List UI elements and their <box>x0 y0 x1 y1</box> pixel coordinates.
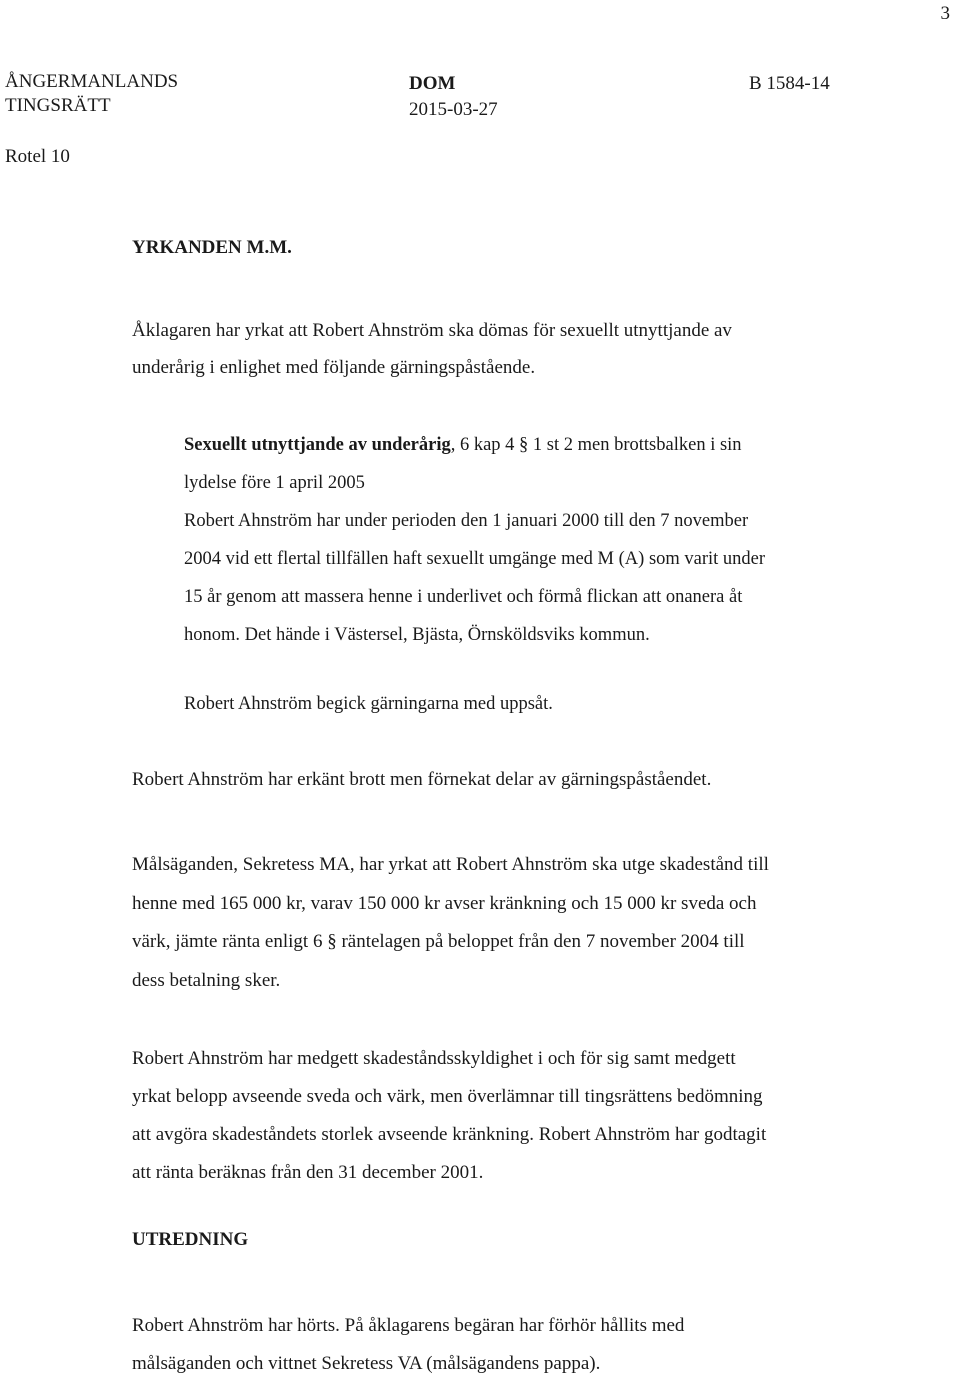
text-line: lydelse före 1 april 2005 <box>184 473 365 493</box>
claims-heading: YRKANDEN M.M. <box>132 237 292 258</box>
text-line: 2004 vid ett flertal tillfällen haft sexuellt umgänge med M (A) som varit under <box>184 549 766 569</box>
text-line: att ränta beräknas från den 31 december 2001. <box>132 1162 484 1183</box>
response-paragraph <box>132 1040 766 1192</box>
text-line: dess betalning sker. <box>132 969 281 991</box>
text-line: Robert Ahnström har under perioden den 1 januari 2000 till den 7 november <box>184 511 749 531</box>
charge-title-rest: , 6 kap 4 § 1 st 2 men brottsbalken i sin <box>450 435 742 455</box>
charge-block <box>184 426 765 654</box>
text-line: att avgöra skadeståndets storlek avseende kränkning. Robert Ahnström har godtagit <box>132 1124 767 1145</box>
text-line: underårig i enlighet med följande gärningspåstående. <box>132 357 536 378</box>
text-line: Målsäganden, Sekretess MA, har yrkat att Robert Ahnström ska utge skadestånd till <box>132 854 769 875</box>
division: Rotel 10 <box>5 146 70 167</box>
intent-paragraph: Robert Ahnström begick gärningarna med uppsåt. <box>184 694 553 714</box>
text-line: Robert Ahnström har hörts. På åklagarens begäran har förhör hållits med <box>132 1315 685 1336</box>
document-type: DOM <box>409 73 456 94</box>
text-line: henne med 165 000 kr, varav 150 000 kr avser kränkning och 15 000 kr sveda och <box>132 892 757 914</box>
court-name-line1: ÅNGERMANLANDS <box>5 71 179 92</box>
court-name <box>5 70 178 118</box>
court-name-line2: TINGSRÄTT <box>5 95 111 116</box>
charge-title-bold: Sexuellt utnyttjande av underårig <box>184 435 451 455</box>
document-date: 2015-03-27 <box>409 99 498 120</box>
text-line: Robert Ahnström har medgett skadeståndsskyldighet i och för sig samt medgett <box>132 1048 736 1069</box>
investigation-heading: UTREDNING <box>132 1229 249 1250</box>
text-line: yrkat belopp avseende sveda och värk, men överlämnar till tingsrättens bedömning <box>132 1086 763 1107</box>
page-number: 3 <box>940 3 950 24</box>
text-line: målsäganden och vittnet Sekretess VA (målsägandens pappa). <box>132 1353 601 1374</box>
admission-paragraph: Robert Ahnström har erkänt brott men förnekat delar av gärningspåståendet. <box>132 769 712 790</box>
text-line: värk, jämte ränta enligt 6 § räntelagen på beloppet från den 7 november 2004 till <box>132 931 745 952</box>
damages-claim-paragraph <box>132 846 769 1000</box>
text-line: honom. Det hände i Västersel, Bjästa, Örnsköldsviks kommun. <box>184 625 650 645</box>
text-line: 15 år genom att massera henne i underlivet och förmå flickan att onanera åt <box>184 587 743 607</box>
text-line: Åklagaren har yrkat att Robert Ahnström ska dömas för sexuellt utnyttjande av <box>132 320 732 341</box>
claims-intro-paragraph <box>132 312 732 386</box>
case-number: B 1584-14 <box>749 73 830 94</box>
charge-title <box>184 426 765 464</box>
